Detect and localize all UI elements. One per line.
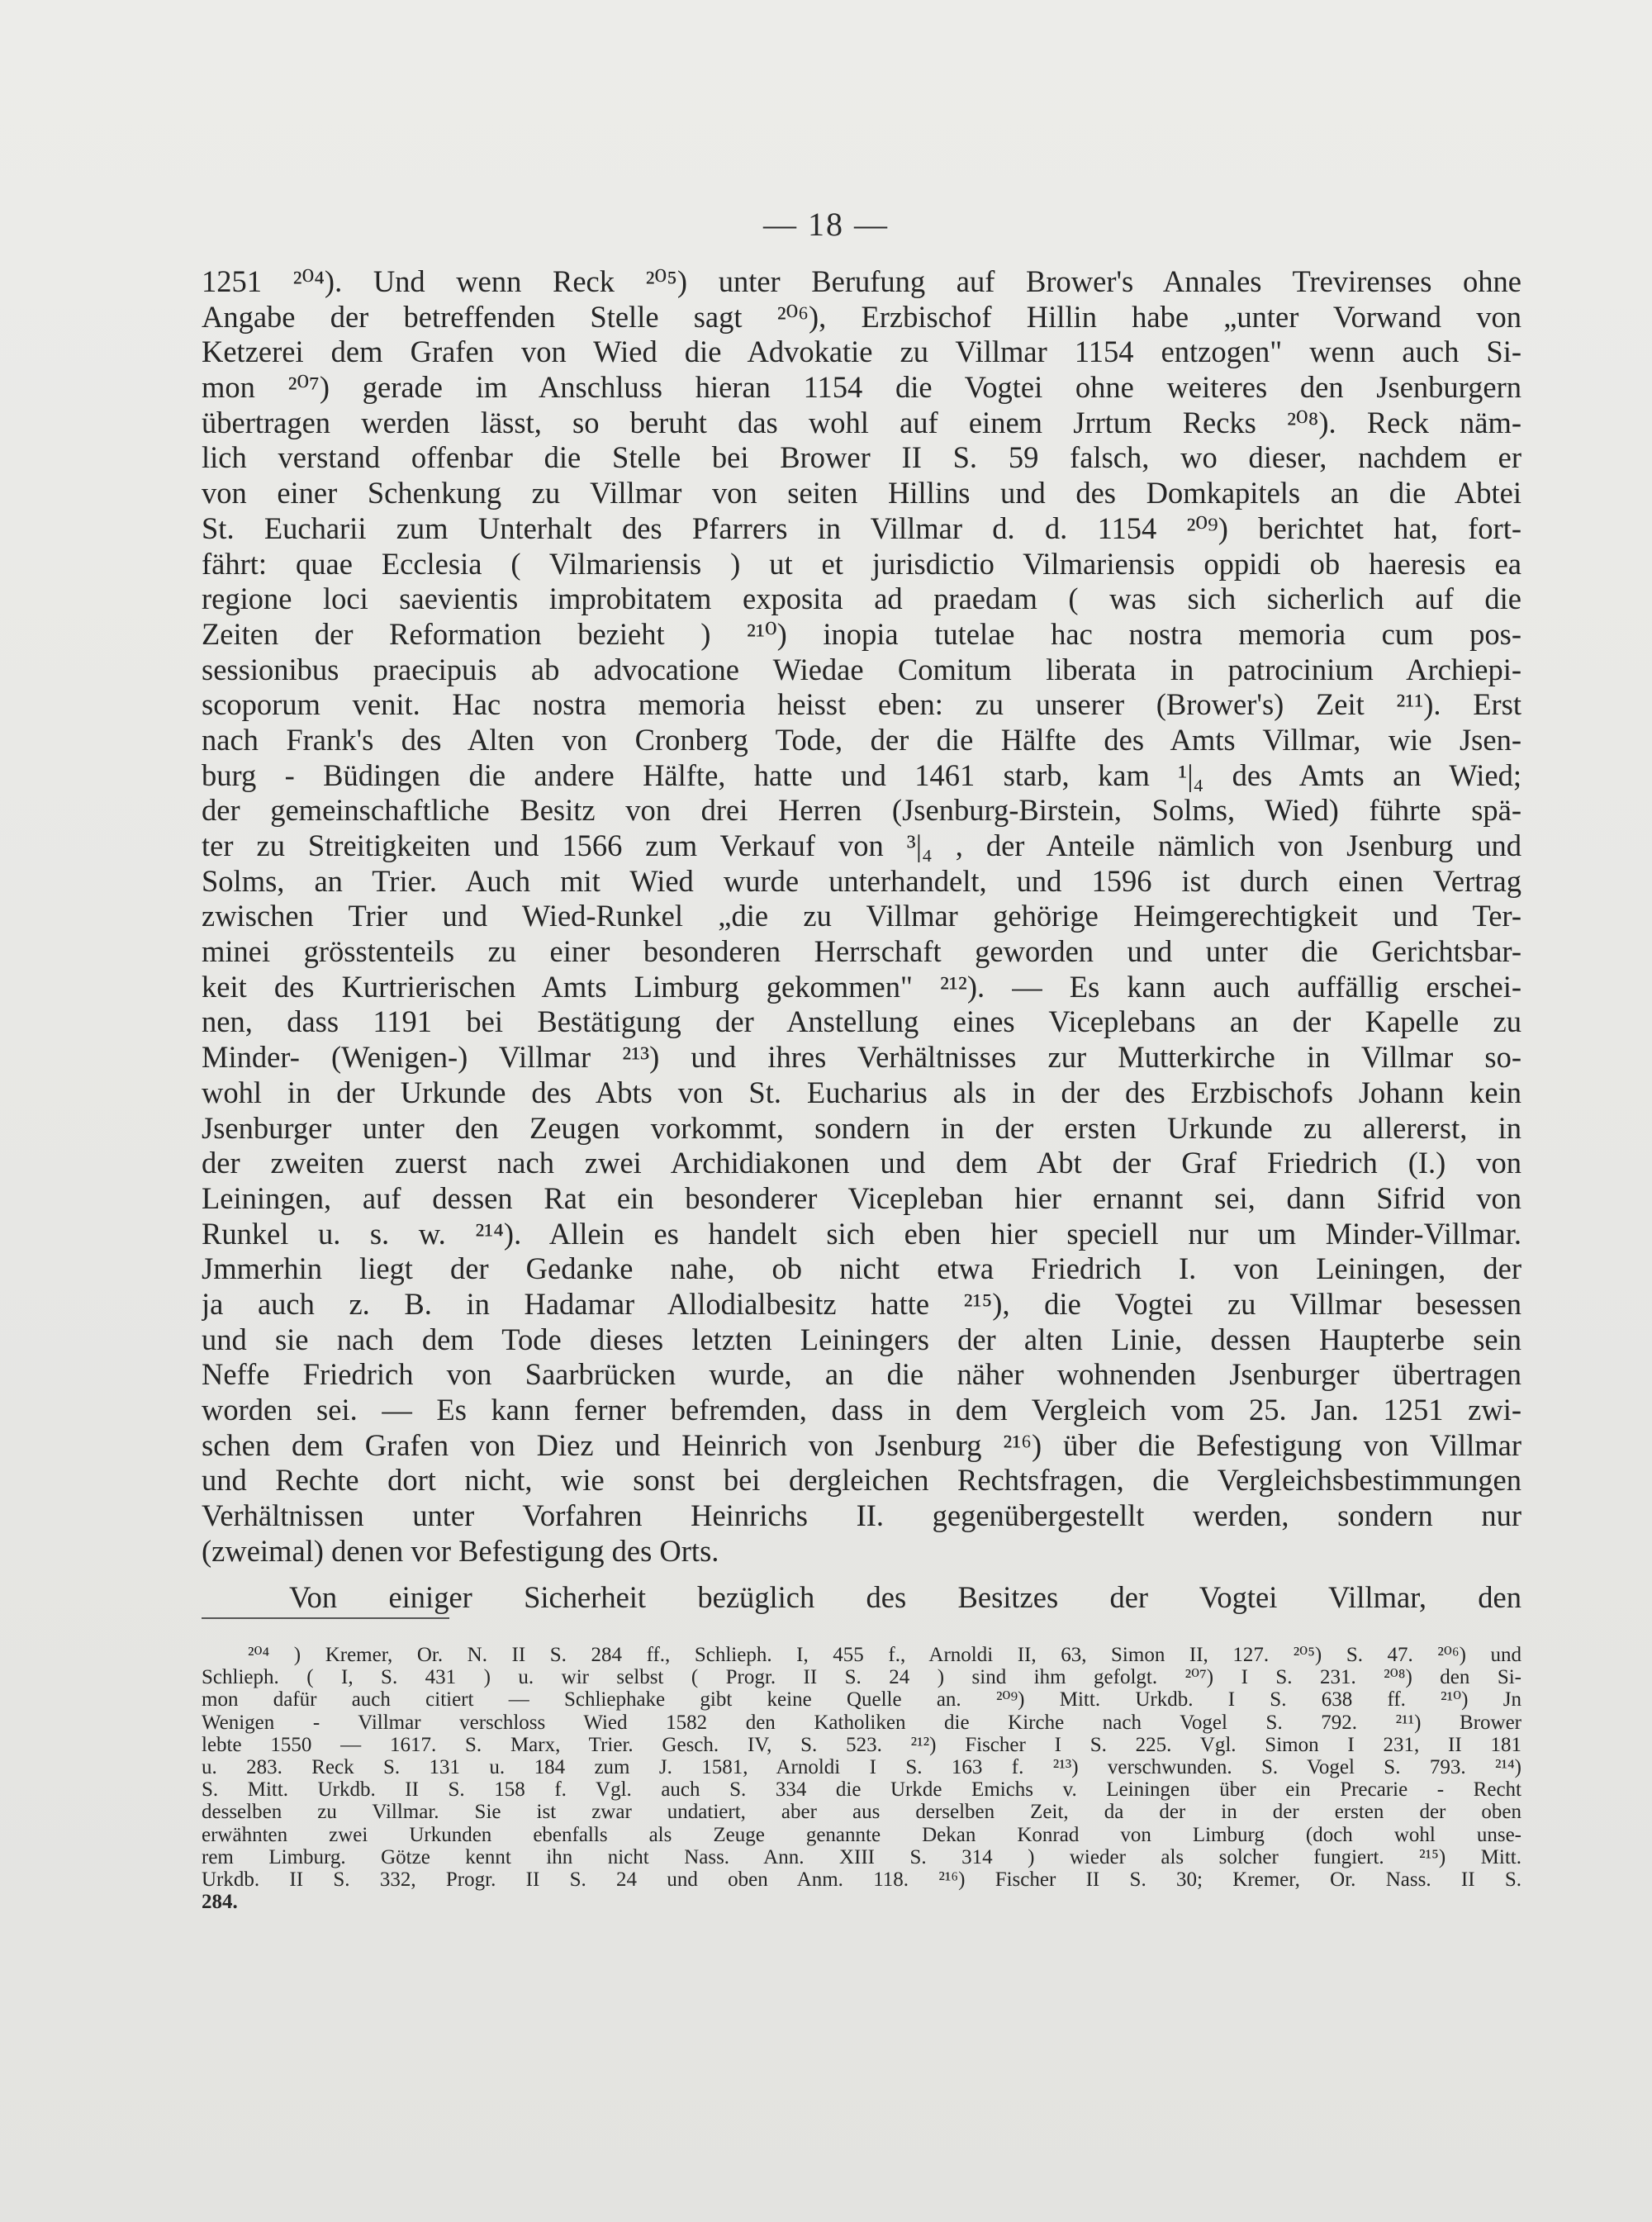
text-line: und Rechte dort nicht, wie sonst bei dergleichen Rechtsfragen, die Vergleichsbestimmungen: [202, 1463, 1521, 1498]
text-line: 1251 ²⁰⁴). Und wenn Reck ²⁰⁵) unter Berufung auf Brower's Annales Trevirenses ohne: [202, 264, 1521, 298]
footnote-line: mon dafür auch citiert — Schliephake gibt keine Quelle an. ²⁰⁹) Mitt. Urkdb. I S. 638 ff. ²¹⁰) Jn: [202, 1688, 1521, 1712]
text-line: der gemeinschaftliche Besitz von drei Herren (Jsenburg-Birstein, Solms, Wied) führte spä-: [202, 793, 1521, 828]
text-line: nach Frank's des Alten von Cronberg Tode, der die Hälfte des Amts Villmar, wie Jsen-: [202, 722, 1521, 757]
text-line: minei grösstenteils zu einer besonderen Herrschaft geworden und unter die Gerichtsbar-: [202, 934, 1521, 969]
footnotes: [202, 1644, 1521, 1913]
text-line: und sie nach dem Tode dieses letzten Leiningers der alten Linie, dessen Haupterbe sein: [202, 1322, 1521, 1356]
main-text: [202, 264, 1521, 1616]
text-line: worden sei. — Es kann ferner befremden, dass in dem Vergleich vom 25. Jan. 1251 zwi-: [202, 1393, 1521, 1427]
text-line: nen, dass 1191 bei Bestätigung der Anstellung eines Viceplebans an der Kapelle zu: [202, 1004, 1521, 1039]
text-line: regione loci saevientis improbitatem exposita ad praedam ( was sich sicherlich auf die: [202, 582, 1521, 616]
text-line: fährt: quae Ecclesia ( Vilmariensis ) ut et jurisdictio Vilmariensis oppidi ob haeresis ea: [202, 546, 1521, 581]
text-line: Jmmerhin liegt der Gedanke nahe, ob nicht etwa Friedrich I. von Leiningen, der: [202, 1251, 1521, 1286]
text-line: Jsenburger unter den Zeugen vorkommt, sondern in der ersten Urkunde zu allererst, in: [202, 1110, 1521, 1145]
footnote-line: desselben zu Villmar. Sie ist zwar undatiert, aber aus derselben Zeit, da der in der ersten der oben: [202, 1801, 1521, 1824]
footnote-line: ²⁰⁴ ) Kremer, Or. N. II S. 284 ff., Schlieph. I, 455 f., Arnoldi II, 63, Simon II, 127. ²⁰⁵) S. 47. ²⁰⁶) und: [248, 1644, 1521, 1666]
footnote-line: lebte 1550 — 1617. S. Marx, Trier. Gesch. IV, S. 523. ²¹²) Fischer I S. 225. Vgl. Simon I 231, II 181: [202, 1733, 1521, 1756]
footnote-line: Urkdb. II S. 332, Progr. II S. 24 und oben Anm. 118. ²¹⁶) Fischer II S. 30; Kremer, Or. Nass. II S.: [202, 1868, 1521, 1891]
text-line: scoporum venit. Hac nostra memoria heisst eben: zu unserer (Brower's) Zeit ²¹¹). Erst: [202, 687, 1521, 722]
text-line: keit des Kurtrierischen Amts Limburg gekommen" ²¹²). — Es kann auch auffällig erschei-: [202, 969, 1521, 1004]
text-line: burg - Büdingen die andere Hälfte, hatte und 1461 starb, kam ¹|₄ des Amts an Wied;: [202, 757, 1521, 792]
text-line: ja auch z. B. in Hadamar Allodialbesitz hatte ²¹⁵), die Vogtei zu Villmar besessen: [202, 1286, 1521, 1321]
text-line: wohl in der Urkunde des Abts von St. Eucharius als in der des Erzbischofs Johann kein: [202, 1075, 1521, 1109]
text-line: St. Eucharii zum Unterhalt des Pfarrers in Villmar d. d. 1154 ²⁰⁹) berichtet hat, fort-: [202, 510, 1521, 545]
text-line: sessionibus praecipuis ab advocatione Wiedae Comitum liberata in patrocinium Archiepi-: [202, 652, 1521, 686]
footnote-separator: [202, 1617, 449, 1619]
footnote-line: erwähnten zwei Urkunden ebenfalls als Zeuge genannte Dekan Konrad von Limburg (doch wohl unse-: [202, 1823, 1521, 1846]
paragraph-gap: [202, 1569, 1521, 1580]
text-line: Verhältnissen unter Vorfahren Heinrichs II. gegenübergestellt werden, sondern nur: [202, 1498, 1521, 1533]
text-line: zwischen Trier und Wied-Runkel „die zu Villmar gehörige Heimgerechtigkeit und Ter-: [202, 899, 1521, 933]
text-line: ter zu Streitigkeiten und 1566 zum Verkauf von ³|₄ , der Anteile nämlich von Jsenburg und: [202, 829, 1521, 862]
footnote-line: 284.: [202, 1891, 238, 1914]
text-line: mon ²⁰⁷) gerade im Anschluss hieran 1154 die Vogtei ohne weiteres den Jsenburgern: [202, 370, 1521, 405]
text-line: Ketzerei dem Grafen von Wied die Advokatie zu Villmar 1154 entzogen" wenn auch Si-: [202, 335, 1521, 369]
text-line: Angabe der betreffenden Stelle sagt ²⁰⁶), Erzbischof Hillin habe „unter Vorwand von: [202, 299, 1521, 334]
text-line: Zeiten der Reformation bezieht ) ²¹⁰) inopia tutelae hac nostra memoria cum pos-: [202, 616, 1521, 651]
text-line: der zweiten zuerst nach zwei Archidiakonen und dem Abt der Graf Friedrich (I.) von: [202, 1146, 1521, 1180]
text-line: lich verstand offenbar die Stelle bei Brower II S. 59 falsch, wo dieser, nachdem er: [202, 440, 1521, 475]
text-line: Leiningen, auf dessen Rat ein besonderer Vicepleban hier ernannt sei, dann Sifrid von: [202, 1180, 1521, 1215]
footnote-line: u. 283. Reck S. 131 u. 184 zum J. 1581, Arnoldi I S. 163 f. ²¹³) verschwunden. S. Vogel S. 793. ²¹⁴): [202, 1755, 1521, 1778]
text-line: Solms, an Trier. Auch mit Wied wurde unterhandelt, und 1596 ist durch einen Vertrag: [202, 863, 1521, 898]
footnote-line: rem Limburg. Götze kennt ihn nicht Nass. Ann. XIII S. 314 ) wieder als solcher fungiert. ²¹⁵) Mitt.: [202, 1845, 1521, 1868]
paragraph: [202, 264, 1521, 1569]
page-number: — 18 —: [763, 206, 889, 243]
text-line: von einer Schenkung zu Villmar von seiten Hillins und des Domkapitels an die Abtei: [202, 476, 1521, 510]
text-line: übertragen werden lässt, so beruht das wohl auf einem Jrrtum Recks ²⁰⁸). Reck näm-: [202, 405, 1521, 439]
text-line: (zweimal) denen vor Befestigung des Orts.: [202, 1533, 719, 1568]
footnote-line: Schlieph. ( I, S. 431 ) u. wir selbst ( Progr. II S. 24 ) sind ihm gefolgt. ²⁰⁷) I S. 231. ²⁰⁸) den Si-: [202, 1666, 1521, 1689]
text-line: Neffe Friedrich von Saarbrücken wurde, an die näher wohnenden Jsenburger übertragen: [202, 1357, 1521, 1392]
text-line: Von einiger Sicherheit bezüglich des Besitzes der Vogtei Villmar, den: [289, 1580, 1521, 1615]
paragraph: [202, 1580, 1521, 1616]
footnote-line: Wenigen - Villmar verschloss Wied 1582 den Katholiken die Kirche nach Vogel S. 792. ²¹¹) Brower: [202, 1711, 1521, 1734]
text-line: schen dem Grafen von Diez und Heinrich von Jsenburg ²¹⁶) über die Befestigung von Villmar: [202, 1427, 1521, 1462]
text-line: Runkel u. s. w. ²¹⁴). Allein es handelt sich eben hier speciell nur um Minder-Villmar.: [202, 1216, 1521, 1251]
footnote-line: S. Mitt. Urkdb. II S. 158 f. Vgl. auch S. 334 die Urkde Emichs v. Leiningen über ein Precarie - Recht: [202, 1778, 1521, 1802]
text-line: Minder- (Wenigen-) Villmar ²¹³) und ihres Verhältnisses zur Mutterkirche in Villmar so-: [202, 1040, 1521, 1075]
